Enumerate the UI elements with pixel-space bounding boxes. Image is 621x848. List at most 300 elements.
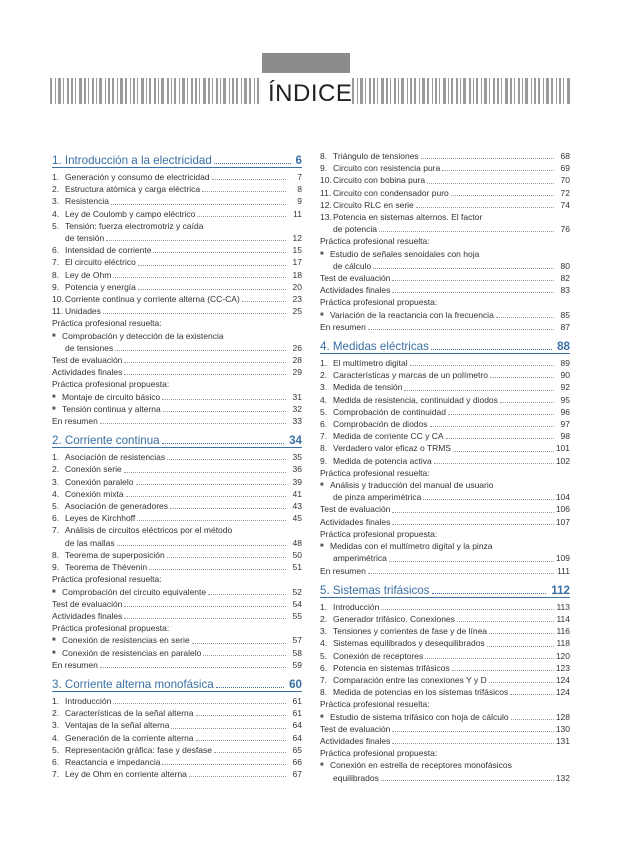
- toc-entry[interactable]: [320, 516, 570, 528]
- entry-title: Circuito con bobina pura: [333, 175, 426, 186]
- bullet-icon: ■: [52, 405, 56, 412]
- toc-entry[interactable]: [320, 187, 570, 199]
- entry-page: 104: [555, 492, 570, 503]
- toc-entry[interactable]: [52, 549, 302, 561]
- entry-title: Test de evaluación: [320, 273, 391, 284]
- entry-page: 118: [556, 638, 570, 649]
- chapter-heading[interactable]: [52, 674, 302, 691]
- toc-entry[interactable]: [52, 598, 302, 610]
- toc-entry[interactable]: [52, 610, 302, 622]
- entry-page: 128: [555, 711, 570, 722]
- entry-title: Práctica profesional resuelta:: [320, 699, 430, 710]
- entry-title: Comprobación de continuidad: [333, 406, 446, 417]
- toc-entry: [52, 573, 302, 585]
- entry-number: 2.: [320, 370, 328, 381]
- dot-leader: [103, 313, 286, 314]
- entry-title: Triángulo de tensiones: [333, 151, 419, 161]
- toc-entry[interactable]: [320, 625, 570, 637]
- dot-leader: [197, 216, 286, 217]
- chapter-page: 6: [295, 154, 302, 167]
- entry-title: Potencia y energía: [65, 281, 136, 292]
- entry-title: Medida de potencia activa: [333, 455, 432, 466]
- dot-leader: [404, 390, 554, 391]
- entry-page: 39: [292, 476, 302, 487]
- entry-page: 25: [292, 306, 302, 317]
- toc-entry[interactable]: [52, 208, 302, 220]
- entry-title: Introducción: [65, 695, 112, 706]
- entry-page: 66: [292, 756, 302, 767]
- toc-entry[interactable]: [320, 272, 570, 284]
- entry-title: Características y marcas de un polímetro: [333, 370, 488, 381]
- toc-entry[interactable]: [52, 500, 302, 512]
- toc-entry[interactable]: [320, 369, 570, 381]
- entry-page: 76: [560, 224, 570, 235]
- entry-title: Generador trifásico. Conexiones: [333, 613, 455, 624]
- toc-entry[interactable]: [320, 309, 570, 321]
- entry-number: 11.: [52, 306, 64, 317]
- dot-leader: [163, 411, 286, 412]
- dot-leader: [106, 240, 286, 241]
- toc-entry[interactable]: [52, 561, 302, 573]
- entry-page: 61: [292, 695, 302, 706]
- entry-number: 1.: [320, 601, 328, 612]
- entry-page: 74: [560, 199, 570, 210]
- entry-title: Estudio de señales senoidales con hoja: [330, 248, 480, 259]
- bullet-icon: ■: [320, 543, 324, 550]
- dot-leader: [137, 520, 286, 521]
- entry-page: 35: [292, 452, 302, 463]
- entry-number: 7.: [320, 431, 328, 442]
- entry-title: Análisis y traducción del manual de usuario: [330, 480, 494, 491]
- chapter-rule: [320, 353, 570, 354]
- chapter-heading[interactable]: [320, 336, 570, 353]
- dot-leader: [451, 195, 554, 196]
- entry-page: 131: [555, 735, 570, 746]
- entry-title: de las mallas: [65, 537, 115, 548]
- entry-title: Análisis de circuitos eléctricos por el método: [65, 525, 233, 536]
- entry-page: 55: [292, 610, 302, 621]
- toc-entry[interactable]: [320, 455, 570, 467]
- dot-leader: [489, 682, 554, 683]
- dot-leader: [487, 646, 554, 647]
- entry-number: 8.: [320, 443, 328, 454]
- entry-page: 87: [560, 321, 570, 332]
- toc-entry[interactable]: [52, 269, 302, 281]
- dot-leader: [368, 329, 554, 330]
- toc-entry[interactable]: [320, 686, 570, 698]
- dot-leader: [167, 557, 286, 558]
- entry-number: 9.: [52, 562, 60, 573]
- dot-leader: [511, 719, 554, 720]
- toc-entry[interactable]: [320, 735, 570, 747]
- toc-entry[interactable]: [52, 768, 302, 780]
- entry-page: 7: [297, 172, 302, 182]
- toc-entry[interactable]: [52, 488, 302, 500]
- dot-leader: [432, 593, 547, 594]
- entry-page: 120: [555, 650, 570, 661]
- entry-title: Actividades finales: [320, 516, 391, 527]
- entry-page: 54: [292, 598, 302, 609]
- toc-entry[interactable]: [52, 732, 302, 744]
- entry-number: 1.: [52, 695, 60, 706]
- bullet-icon: ■: [320, 762, 324, 769]
- toc-entry[interactable]: [52, 391, 302, 403]
- toc-entry[interactable]: [320, 650, 570, 662]
- toc-entry[interactable]: [52, 463, 302, 475]
- entry-title: Actividades finales: [52, 367, 123, 378]
- toc-entry[interactable]: [52, 512, 302, 524]
- toc-right-column: [320, 150, 570, 784]
- dot-leader: [100, 667, 286, 668]
- entry-page: 123: [555, 662, 570, 673]
- entry-page: 72: [560, 187, 570, 198]
- toc-entry[interactable]: [320, 674, 570, 686]
- dot-leader: [124, 374, 286, 375]
- entry-page: 124: [555, 674, 570, 685]
- toc-entry[interactable]: [320, 150, 570, 162]
- entry-number: 7.: [52, 769, 60, 780]
- toc-entry[interactable]: [320, 552, 570, 564]
- entry-title: de pinza amperimétrica: [333, 492, 422, 503]
- entry-title: Variación de la reactancia con la frecuencia: [330, 309, 494, 320]
- toc-entry[interactable]: [320, 381, 570, 393]
- toc-entry[interactable]: [52, 647, 302, 659]
- toc-entry[interactable]: [320, 357, 570, 369]
- dot-leader: [124, 362, 286, 363]
- toc-entry[interactable]: [52, 634, 302, 646]
- toc-left-column: [52, 150, 302, 780]
- toc-entry[interactable]: [320, 321, 570, 333]
- entry-title: Comprobación de diodos: [333, 419, 428, 430]
- dot-leader: [113, 277, 286, 278]
- dot-leader: [196, 740, 286, 741]
- toc-entry[interactable]: [320, 394, 570, 406]
- entry-page: 11: [293, 208, 302, 219]
- chapter-title: 4. Medidas eléctricas: [320, 340, 429, 354]
- entry-title: Circuito con resistencia pura: [333, 163, 441, 174]
- entry-title: El multímetro digital: [333, 358, 408, 369]
- entry-title: Intensidad de corriente: [65, 245, 152, 256]
- chapter-title: 1. Introducción a la electricidad: [52, 154, 212, 167]
- toc-entry[interactable]: [320, 772, 570, 784]
- toc-entry[interactable]: [320, 637, 570, 649]
- dot-leader: [202, 191, 286, 192]
- entry-title: Medida de resistencia, continuidad y diodos: [333, 394, 498, 405]
- entry-page: 70: [560, 175, 570, 186]
- entry-page: 58: [292, 647, 302, 658]
- toc-entry: [320, 698, 570, 710]
- toc-entry[interactable]: [52, 183, 302, 195]
- bullet-icon: ■: [320, 713, 324, 720]
- toc-entry[interactable]: [52, 195, 302, 207]
- header-stripes-right: [352, 78, 572, 104]
- entry-title: equilibrados: [333, 772, 379, 783]
- entry-title: Práctica profesional resuelta:: [52, 318, 162, 329]
- entry-title: Reactancia e impedancia: [65, 756, 161, 767]
- entry-title: Unidades: [65, 306, 101, 317]
- toc-entry[interactable]: [52, 744, 302, 756]
- entry-title: Práctica profesional propuesta:: [320, 297, 438, 308]
- entry-number: 12.: [320, 199, 332, 210]
- dot-leader: [434, 463, 554, 464]
- entry-page: 31: [292, 391, 302, 402]
- dot-leader: [149, 569, 286, 570]
- toc-entry[interactable]: [320, 430, 570, 442]
- entry-page: 45: [292, 513, 302, 524]
- chapter-page: 60: [289, 677, 302, 691]
- toc-entry[interactable]: [52, 719, 302, 731]
- entry-title: Práctica profesional propuesta:: [320, 528, 438, 539]
- dot-leader: [111, 204, 286, 205]
- dot-leader: [392, 512, 553, 513]
- entry-title: Representación gráfica: fase y desfase: [65, 744, 212, 755]
- entry-page: 89: [560, 358, 570, 369]
- entry-title: Medida de tensión: [333, 382, 403, 393]
- dot-leader: [373, 268, 554, 269]
- toc-entry: [320, 747, 570, 759]
- dot-leader: [171, 728, 286, 729]
- toc-entry[interactable]: [52, 232, 302, 244]
- bullet-icon: ■: [320, 250, 324, 257]
- toc-entry[interactable]: [52, 586, 302, 598]
- toc-entry: [320, 248, 570, 260]
- entry-page: 17: [292, 257, 302, 268]
- toc-entry[interactable]: [320, 406, 570, 418]
- dot-leader: [381, 609, 554, 610]
- chapter-title: 3. Corriente alterna monofásica: [52, 677, 214, 691]
- chapter-title: 2. Corriente continua: [52, 434, 160, 448]
- entry-number: 3.: [52, 476, 60, 487]
- toc-entry: [52, 220, 302, 232]
- entry-page: 85: [560, 309, 570, 320]
- chapter-page: 112: [551, 583, 570, 597]
- entry-page: 101: [555, 443, 570, 454]
- dot-leader: [410, 365, 554, 366]
- toc-entry[interactable]: [52, 366, 302, 378]
- entry-title: Circuito con condensador puro: [333, 187, 449, 198]
- dot-leader: [216, 687, 284, 688]
- toc-entry[interactable]: [320, 418, 570, 430]
- entry-title: Ventajas de la señal alterna: [65, 720, 170, 731]
- entry-page: 80: [560, 260, 570, 271]
- entry-title: Actividades finales: [320, 285, 391, 296]
- toc-entry[interactable]: [52, 354, 302, 366]
- entry-page: 98: [560, 431, 570, 442]
- toc-entry[interactable]: [52, 403, 302, 415]
- toc-entry: [320, 211, 570, 223]
- entry-title: Potencia en sistemas alternos. El factor: [333, 212, 483, 223]
- entry-title: Generación y consumo de electricidad: [65, 172, 210, 182]
- entry-number: 2.: [52, 708, 60, 719]
- entry-title: Estudio de sistema trifásico con hoja de cálculo: [330, 711, 509, 722]
- entry-number: 4.: [52, 732, 60, 743]
- entry-title: Actividades finales: [52, 610, 123, 621]
- toc-entry[interactable]: [52, 707, 302, 719]
- entry-title: En resumen: [320, 565, 366, 576]
- toc-entry[interactable]: [320, 711, 570, 723]
- toc-entry[interactable]: [52, 342, 302, 354]
- toc-entry[interactable]: [52, 756, 302, 768]
- entry-number: 3.: [320, 382, 328, 393]
- entry-number: 8.: [320, 151, 328, 161]
- chapter-heading[interactable]: [52, 150, 302, 167]
- toc-entry[interactable]: [52, 476, 302, 488]
- toc-entry[interactable]: [320, 565, 570, 577]
- toc-entry[interactable]: [52, 695, 302, 707]
- dot-leader: [138, 265, 286, 266]
- entry-page: 8: [297, 184, 302, 195]
- dot-leader: [500, 402, 554, 403]
- entry-page: 61: [292, 708, 302, 719]
- entry-title: Generación de la corriente alterna: [65, 732, 194, 743]
- dot-leader: [423, 499, 553, 500]
- entry-title: Características de la señal alterna: [65, 708, 194, 719]
- toc-entry[interactable]: [52, 281, 302, 293]
- chapter-page: 34: [289, 434, 302, 448]
- entry-page: 109: [555, 553, 570, 564]
- dot-leader: [136, 484, 286, 485]
- toc-entry: [52, 317, 302, 329]
- header-stripes-left: [50, 78, 262, 104]
- toc-entry[interactable]: [320, 174, 570, 186]
- chapter-heading[interactable]: [320, 580, 570, 597]
- toc-entry[interactable]: [320, 284, 570, 296]
- entry-page: 28: [292, 355, 302, 366]
- entry-title: Sistemas equilibrados y desequilibrados: [333, 638, 485, 649]
- toc-entry[interactable]: [52, 256, 302, 268]
- entry-page: 41: [292, 488, 302, 499]
- toc-entry[interactable]: [52, 537, 302, 549]
- entry-title: Corriente continua y corriente alterna (CC-CA): [65, 294, 240, 305]
- entry-title: Conexión de resistencias en serie: [62, 635, 190, 646]
- dot-leader: [381, 780, 554, 781]
- entry-title: Asociación de generadores: [65, 501, 169, 512]
- toc-entry[interactable]: [52, 244, 302, 256]
- dot-leader: [117, 545, 286, 546]
- toc-entry[interactable]: [320, 199, 570, 211]
- toc-entry[interactable]: [320, 162, 570, 174]
- entry-number: 4.: [320, 394, 328, 405]
- entry-number: 2.: [52, 184, 60, 195]
- entry-number: 3.: [320, 626, 328, 637]
- chapter-heading[interactable]: [52, 430, 302, 447]
- dot-leader: [196, 715, 286, 716]
- dot-leader: [162, 399, 286, 400]
- toc-entry[interactable]: [320, 601, 570, 613]
- entry-number: 5.: [52, 501, 60, 512]
- dot-leader: [379, 231, 554, 232]
- entry-number: 1.: [320, 358, 328, 369]
- toc-entry[interactable]: [320, 491, 570, 503]
- toc-entry[interactable]: [52, 293, 302, 305]
- entry-title: amperimétrica: [333, 553, 387, 564]
- dot-leader: [510, 694, 554, 695]
- chapter-rule: [52, 447, 302, 448]
- entry-page: 50: [292, 549, 302, 560]
- entry-number: 6.: [320, 662, 328, 673]
- toc-entry[interactable]: [52, 305, 302, 317]
- dot-leader: [208, 594, 286, 595]
- toc-entry[interactable]: [320, 503, 570, 515]
- entry-title: Comprobación y detección de la existencia: [62, 330, 224, 341]
- entry-title: En resumen: [52, 659, 98, 670]
- entry-number: 5.: [52, 744, 60, 755]
- toc-entry[interactable]: [320, 613, 570, 625]
- dot-leader: [170, 508, 286, 509]
- toc-entry: [320, 235, 570, 247]
- entry-title: Ley de Ohm: [65, 269, 112, 280]
- entry-page: 82: [560, 273, 570, 284]
- toc-entry[interactable]: [52, 415, 302, 427]
- dot-leader: [457, 621, 554, 622]
- toc-entry[interactable]: [52, 659, 302, 671]
- toc-entry[interactable]: [320, 662, 570, 674]
- toc-entry[interactable]: [320, 260, 570, 272]
- entry-title: Medida de corriente CC y CA: [333, 431, 444, 442]
- entry-page: 83: [560, 285, 570, 296]
- dot-leader: [138, 289, 286, 290]
- entry-number: 4.: [52, 208, 60, 219]
- entry-page: 116: [556, 626, 570, 637]
- entry-number: 8.: [52, 549, 60, 560]
- entry-title: Introducción: [333, 601, 380, 612]
- dot-leader: [115, 350, 286, 351]
- entry-page: 57: [292, 635, 302, 646]
- entry-page: 106: [555, 504, 570, 515]
- entry-number: 6.: [320, 419, 328, 430]
- entry-title: Asociación de resistencias: [65, 452, 166, 463]
- dot-leader: [167, 459, 286, 460]
- entry-title: Estructura atómica y carga eléctrica: [65, 184, 201, 195]
- entry-title: Resistencia: [65, 196, 109, 207]
- dot-leader: [392, 743, 553, 744]
- dot-leader: [124, 472, 286, 473]
- dot-leader: [446, 438, 554, 439]
- toc-entry[interactable]: [52, 171, 302, 183]
- entry-title: Práctica profesional resuelta:: [320, 236, 430, 247]
- toc-entry[interactable]: [320, 442, 570, 454]
- dot-leader: [368, 573, 554, 574]
- dot-leader: [392, 280, 554, 281]
- entry-title: Práctica profesional propuesta:: [320, 748, 438, 759]
- entry-title: Práctica profesional propuesta:: [52, 379, 170, 390]
- entry-title: Test de evaluación: [52, 598, 123, 609]
- entry-title: Medidas con el multímetro digital y la pinza: [330, 541, 493, 552]
- entry-page: 130: [555, 723, 570, 734]
- page-title: ÍNDICE: [268, 80, 353, 107]
- entry-number: 2.: [320, 613, 328, 624]
- dot-leader: [452, 670, 554, 671]
- dot-leader: [430, 426, 554, 427]
- entry-title: Montaje de circuito básico: [62, 391, 161, 402]
- entry-page: 111: [557, 565, 570, 576]
- entry-title: Test de evaluación: [52, 355, 123, 366]
- entry-title: Comprobación del circuito equivalente: [62, 586, 207, 597]
- entry-title: Test de evaluación: [320, 504, 391, 515]
- toc-entry[interactable]: [320, 723, 570, 735]
- dot-leader: [214, 752, 286, 753]
- toc-entry[interactable]: [320, 223, 570, 235]
- entry-title: Tensiones y corrientes de fase y de línea: [333, 626, 488, 637]
- toc-entry: [320, 479, 570, 491]
- toc-entry[interactable]: [52, 451, 302, 463]
- entry-number: 8.: [320, 687, 328, 698]
- toc-entry: [52, 524, 302, 536]
- chapter-rule: [52, 691, 302, 692]
- entry-page: 132: [555, 772, 570, 783]
- entry-number: 9.: [52, 281, 60, 292]
- entry-page: 33: [292, 416, 302, 427]
